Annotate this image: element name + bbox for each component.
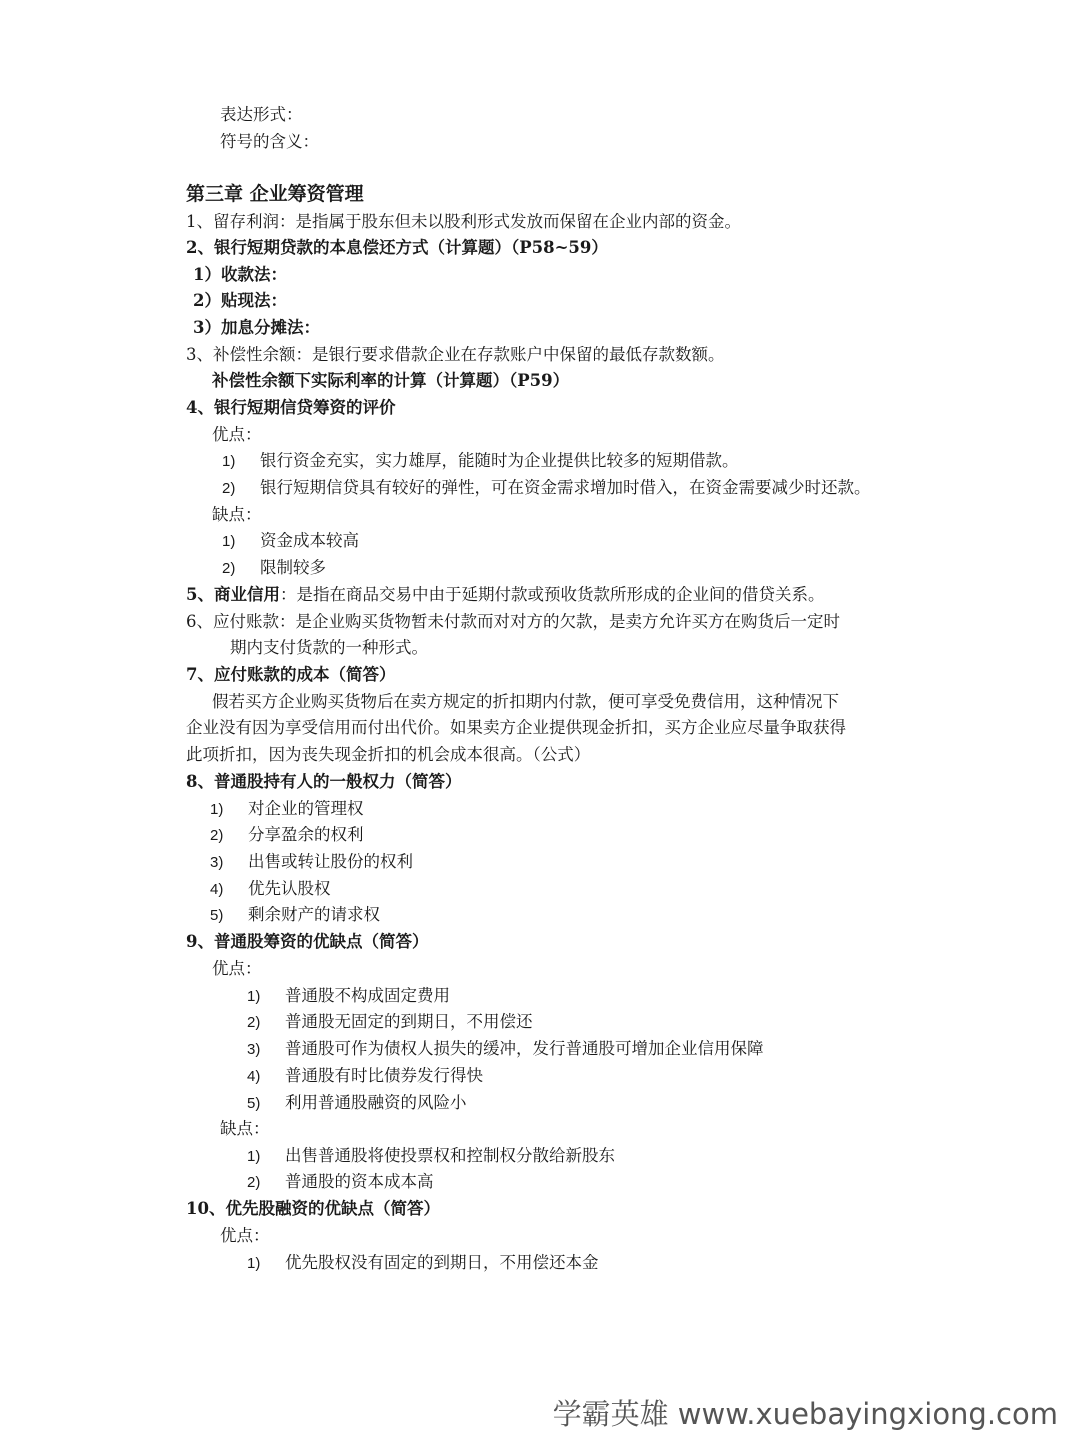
item3-compensating-balance: 3、补偿性余额：是银行要求借款企业在存款账户中保留的最低存款数额。 (186, 345, 725, 364)
list-text: 银行短期信贷具有较好的弹性，可在资金需求增加时借入，在资金需要减少时还款。 (260, 478, 871, 497)
item6-accounts-payable-line2: 期内支付货款的一种形式。 (230, 638, 428, 657)
list-item (222, 529, 359, 554)
item2-method-2: 2）贴现法： (193, 291, 287, 310)
list-number: 1) (210, 801, 224, 818)
expression-form-label: 表达形式： (220, 105, 303, 124)
list-item (222, 476, 871, 501)
item4-heading: 4、银行短期信贷筹资的评价 (186, 398, 396, 417)
list-number: 1) (222, 453, 236, 470)
list-number: 4) (210, 881, 224, 898)
list-item (247, 984, 450, 1009)
item7-heading: 7、应付账款的成本（简答） (186, 665, 396, 684)
item2-method-3: 3）加息分摊法： (193, 318, 320, 337)
list-text: 利用普通股融资的风险小 (285, 1093, 467, 1112)
item1-retained-earnings: 1、留存利润：是指属于股东但未以股利形式发放而保留在企业内部的资金。 (186, 212, 741, 231)
item9-pros-label: 优点： (212, 959, 262, 978)
list-item (247, 1091, 467, 1116)
list-text: 分享盈余的权利 (248, 825, 364, 844)
list-text: 出售普通股将使投票权和控制权分散给新股东 (285, 1146, 615, 1165)
list-number: 1) (247, 988, 261, 1005)
item7-paragraph-line1: 假若买方企业购买货物后在卖方规定的折扣期内付款，便可享受免费信用，这种情况下 (212, 692, 839, 711)
list-item (247, 1170, 434, 1195)
list-number: 2) (247, 1174, 261, 1191)
item4-pros-label: 优点： (212, 425, 262, 444)
list-text: 普通股不构成固定费用 (285, 986, 450, 1005)
list-number: 3) (247, 1041, 261, 1058)
list-text: 普通股有时比债券发行得快 (285, 1066, 483, 1085)
list-text: 对企业的管理权 (248, 799, 364, 818)
item4-cons-label: 缺点： (212, 505, 262, 524)
list-item (210, 823, 364, 848)
list-item (210, 877, 331, 902)
site-watermark: 学霸英雄 www.xuebayingxiong.com (552, 1397, 1058, 1431)
chapter-title: 第三章 企业筹资管理 (186, 183, 364, 205)
list-text: 普通股无固定的到期日，不用偿还 (285, 1012, 533, 1031)
list-text: 剩余财产的请求权 (248, 905, 380, 924)
list-item (247, 1010, 533, 1035)
item9-cons-label: 缺点： (220, 1119, 270, 1138)
list-item (247, 1064, 483, 1089)
list-text: 普通股的资本成本高 (285, 1172, 434, 1191)
item5-term: 5、商业信用 (186, 585, 280, 604)
list-item (222, 449, 739, 474)
item7-paragraph-line3: 此项折扣，因为丧失现金折扣的机会成本很高。（公式） (186, 745, 591, 764)
item9-heading: 9、普通股筹资的优缺点（简答） (186, 932, 429, 951)
list-number: 2) (210, 827, 224, 844)
list-item (210, 850, 413, 875)
item6-accounts-payable-line1: 6、应付账款：是企业购买货物暂未付款而对对方的欠款，是卖方允许买方在购货后一定时 (186, 612, 840, 631)
list-text: 银行资金充实，实力雄厚，能随时为企业提供比较多的短期借款。 (260, 451, 739, 470)
item8-heading: 8、普通股持有人的一般权力（简答） (186, 772, 462, 791)
list-number: 2) (222, 480, 236, 497)
item5-commercial-credit (186, 583, 824, 607)
symbol-meaning-label: 符号的含义： (220, 132, 319, 151)
item10-pros-label: 优点： (220, 1226, 270, 1245)
list-item (247, 1037, 764, 1062)
list-number: 1) (247, 1255, 261, 1272)
item2-method-1: 1）收款法： (193, 265, 287, 284)
item3-subheading: 补偿性余额下实际利率的计算（计算题）（P59） (212, 371, 570, 390)
list-item (222, 556, 326, 581)
list-text: 优先股权没有固定的到期日，不用偿还本金 (285, 1253, 599, 1272)
list-number: 2) (222, 560, 236, 577)
list-item (210, 903, 380, 928)
list-item (247, 1144, 615, 1169)
list-item (247, 1251, 599, 1276)
list-number: 5) (210, 907, 224, 924)
item5-definition: ：是指在商品交易中由于延期付款或预收货款所形成的企业间的借贷关系。 (279, 585, 825, 604)
list-number: 1) (222, 533, 236, 550)
list-text: 出售或转让股份的权利 (248, 852, 413, 871)
list-number: 2) (247, 1014, 261, 1031)
item7-paragraph-line2: 企业没有因为享受信用而付出代价。如果卖方企业提供现金折扣，买方企业应尽量争取获得 (186, 718, 846, 737)
list-text: 优先认股权 (248, 879, 331, 898)
list-text: 普通股可作为债权人损失的缓冲，发行普通股可增加企业信用保障 (285, 1039, 764, 1058)
list-text: 资金成本较高 (260, 531, 359, 550)
item2-heading: 2、银行短期贷款的本息偿还方式（计算题）（P58~59） (186, 238, 608, 257)
list-number: 5) (247, 1095, 261, 1112)
list-item (210, 797, 364, 822)
list-number: 4) (247, 1068, 261, 1085)
list-text: 限制较多 (260, 558, 326, 577)
item10-heading: 10、优先股融资的优缺点（简答） (186, 1199, 440, 1218)
list-number: 3) (210, 854, 224, 871)
list-number: 1) (247, 1148, 261, 1165)
